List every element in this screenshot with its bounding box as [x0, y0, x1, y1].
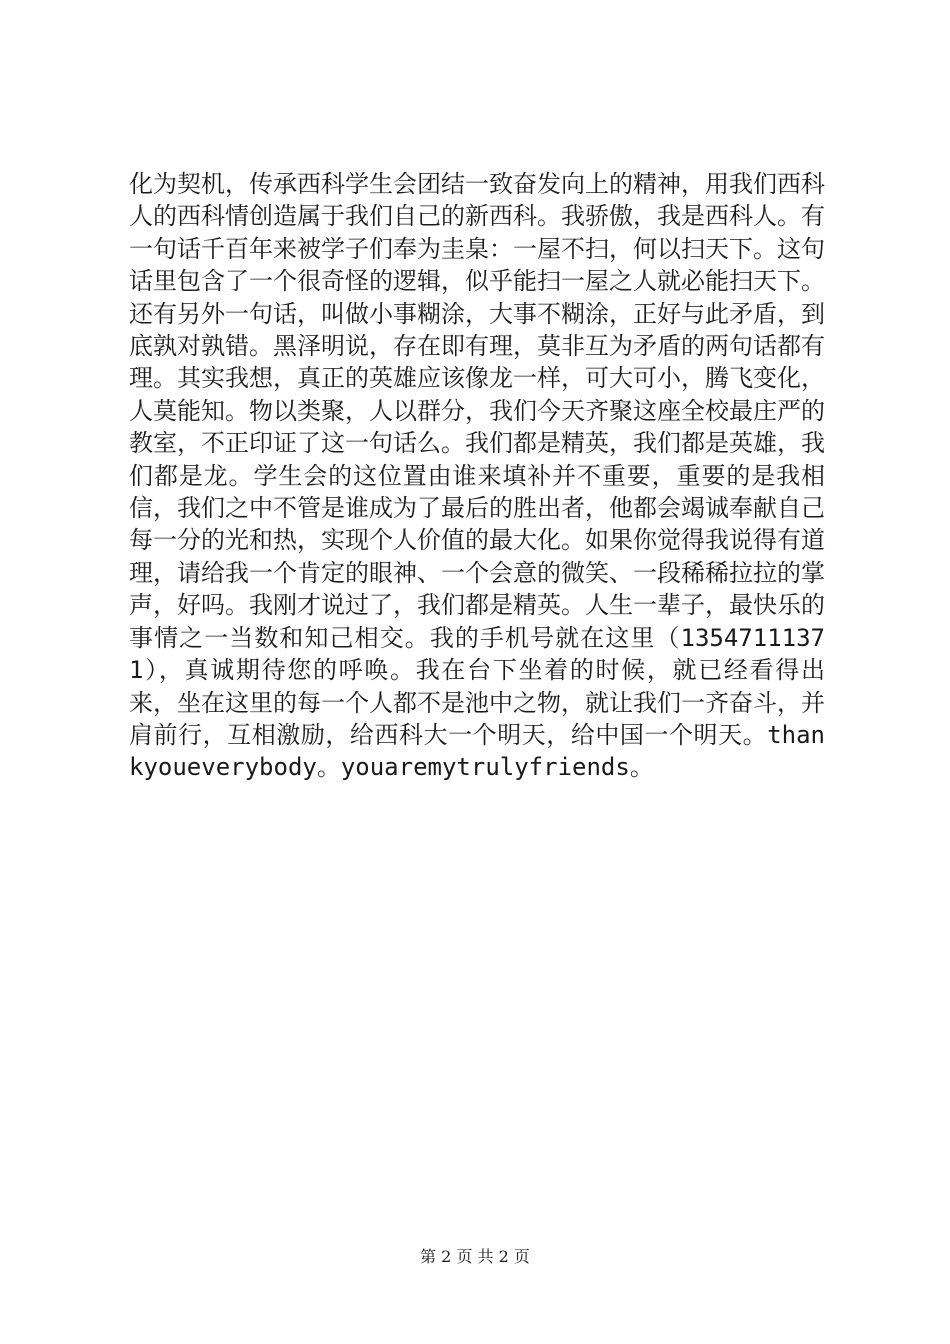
body-paragraph: 化为契机，传承西科学生会团结一致奋发向上的精神，用我们西科人的西科情创造属于我们自己的新西科。我骄傲，我是西科人。有一句话千百年来被学子们奉为圭臬：一屋不扫，何以扫天下。这句话里包含了一个很奇怪的逻辑，似乎能扫一屋之人就必能扫天下。还有另外一句话，叫做小事糊涂，大事不糊涂，正好与此矛盾，到底孰对孰错。黑泽明说，存在即有理，莫非互为矛盾的两句话都有理。其实我想，真正的英雄应该像龙一样，可大可小，腾飞变化，人莫能知。物以类聚，人以群分，我们今天齐聚这座全校最庄严的教室，不正印证了这一句话么。我们都是精英，我们都是英雄，我们都是龙。学生会的这位置由谁来填补并不重要，重要的是我相信，我们之中不管是谁成为了最后的胜出者，他都会竭诚奉献自己每一分的光和热，实现个人价值的最大化。如果你觉得我说得有道理，请给我一个肯定的眼神、一个会意的微笑、一段稀稀拉拉的掌声，好吗。我刚才说过了，我们都是精英。人生一辈子，最快乐的事情之一当数和知己相交。我的手机号就在这里（13547111371），真诚期待您的呼唤。我在台下坐着的时候，就已经看得出来，坐在这里的每一个人都不是池中之物，就让我们一齐奋斗，并肩前行，互相激励，给西科大一个明天，给中国一个明天。thankyoueverybody。youaremytrulyfriends。: [129, 170, 825, 782]
page-footer: 第 2 页 共 2 页: [420, 1247, 530, 1266]
